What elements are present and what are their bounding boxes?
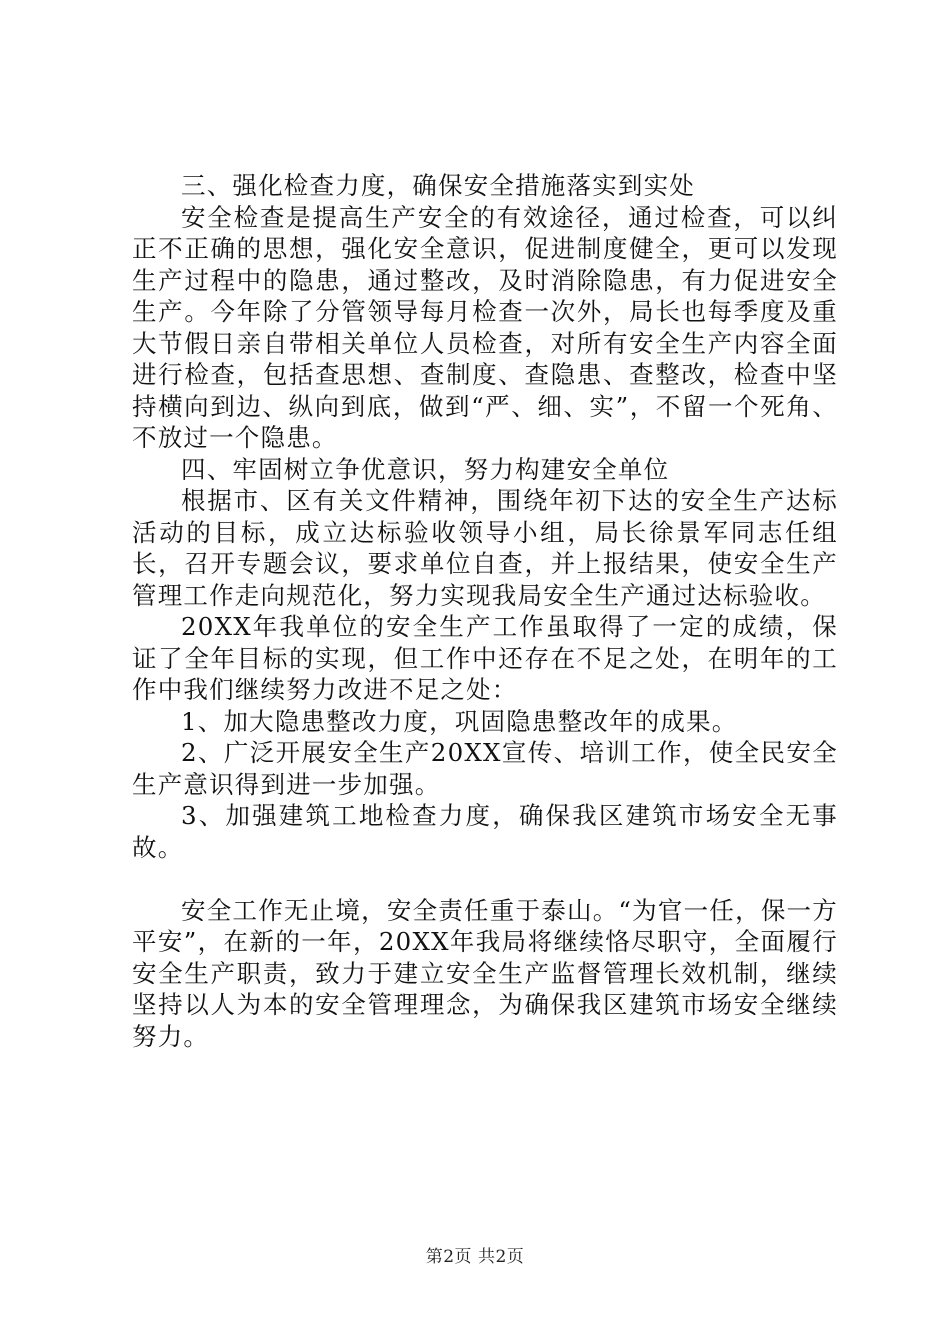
paragraph-inspection: 安全检查是提高生产安全的有效途径，通过检查，可以纠正不正确的思想，强化安全意识，促进制度健全，更可以发现生产过程中的隐患，通过整改，及时消除隐患，有力促进安全生产。今年除了分管领导每月检查一次外，局长也每季度及重大节假日亲自带相关单位人员检查，对所有安全生产内容全面进行检查，包括查思想、查制度、查隐患、查整改，检查中坚持横向到边、纵向到底，做到“严、细、实”，不留一个死角、不放过一个隐患。 <box>132 202 838 452</box>
page-footer: 第2页 共2页 <box>425 1247 525 1267</box>
paragraph-standards: 根据市、区有关文件精神，围绕年初下达的安全生产达标活动的目标，成立达标验收领导小组，局长徐景军同志任组长，召开专题会议，要求单位自查，并上报结果，使安全生产管理工作走向规范化，努力实现我局安全生产通过达标验收。 <box>132 486 838 610</box>
list-item-1: 1、加大隐患整改力度，巩固隐患整改年的成果。 <box>181 706 738 736</box>
section-heading-3: 三、强化检查力度，确保安全措施落实到实处 <box>181 171 695 200</box>
document-body <box>132 170 838 1052</box>
list-item-2: 2、广泛开展安全生产20XX宣传、培训工作，使全民安全生产意识得到进一步加强。 <box>132 738 838 799</box>
section-heading-4: 四、牢固树立争优意识，努力构建安全单位 <box>181 454 670 484</box>
list-item-3: 3、加强建筑工地检查力度，确保我区建筑市场安全无事故。 <box>132 801 838 862</box>
paragraph-summary: 20XX年我单位的安全生产工作虽取得了一定的成绩，保证了全年目标的实现，但工作中还存在不足之处，在明年的工作中我们继续努力改进不足之处： <box>132 612 838 704</box>
paragraph-spacer <box>132 863 838 895</box>
paragraph-conclusion: 安全工作无止境，安全责任重于泰山。“为官一任，保一方平安”，在新的一年，20XX年我局将继续恪尽职守，全面履行安全生产职责，致力于建立安全生产监督管理长效机制，继续坚持以人为本的安全管理理念，为确保我区建筑市场安全继续努力。 <box>132 895 838 1051</box>
